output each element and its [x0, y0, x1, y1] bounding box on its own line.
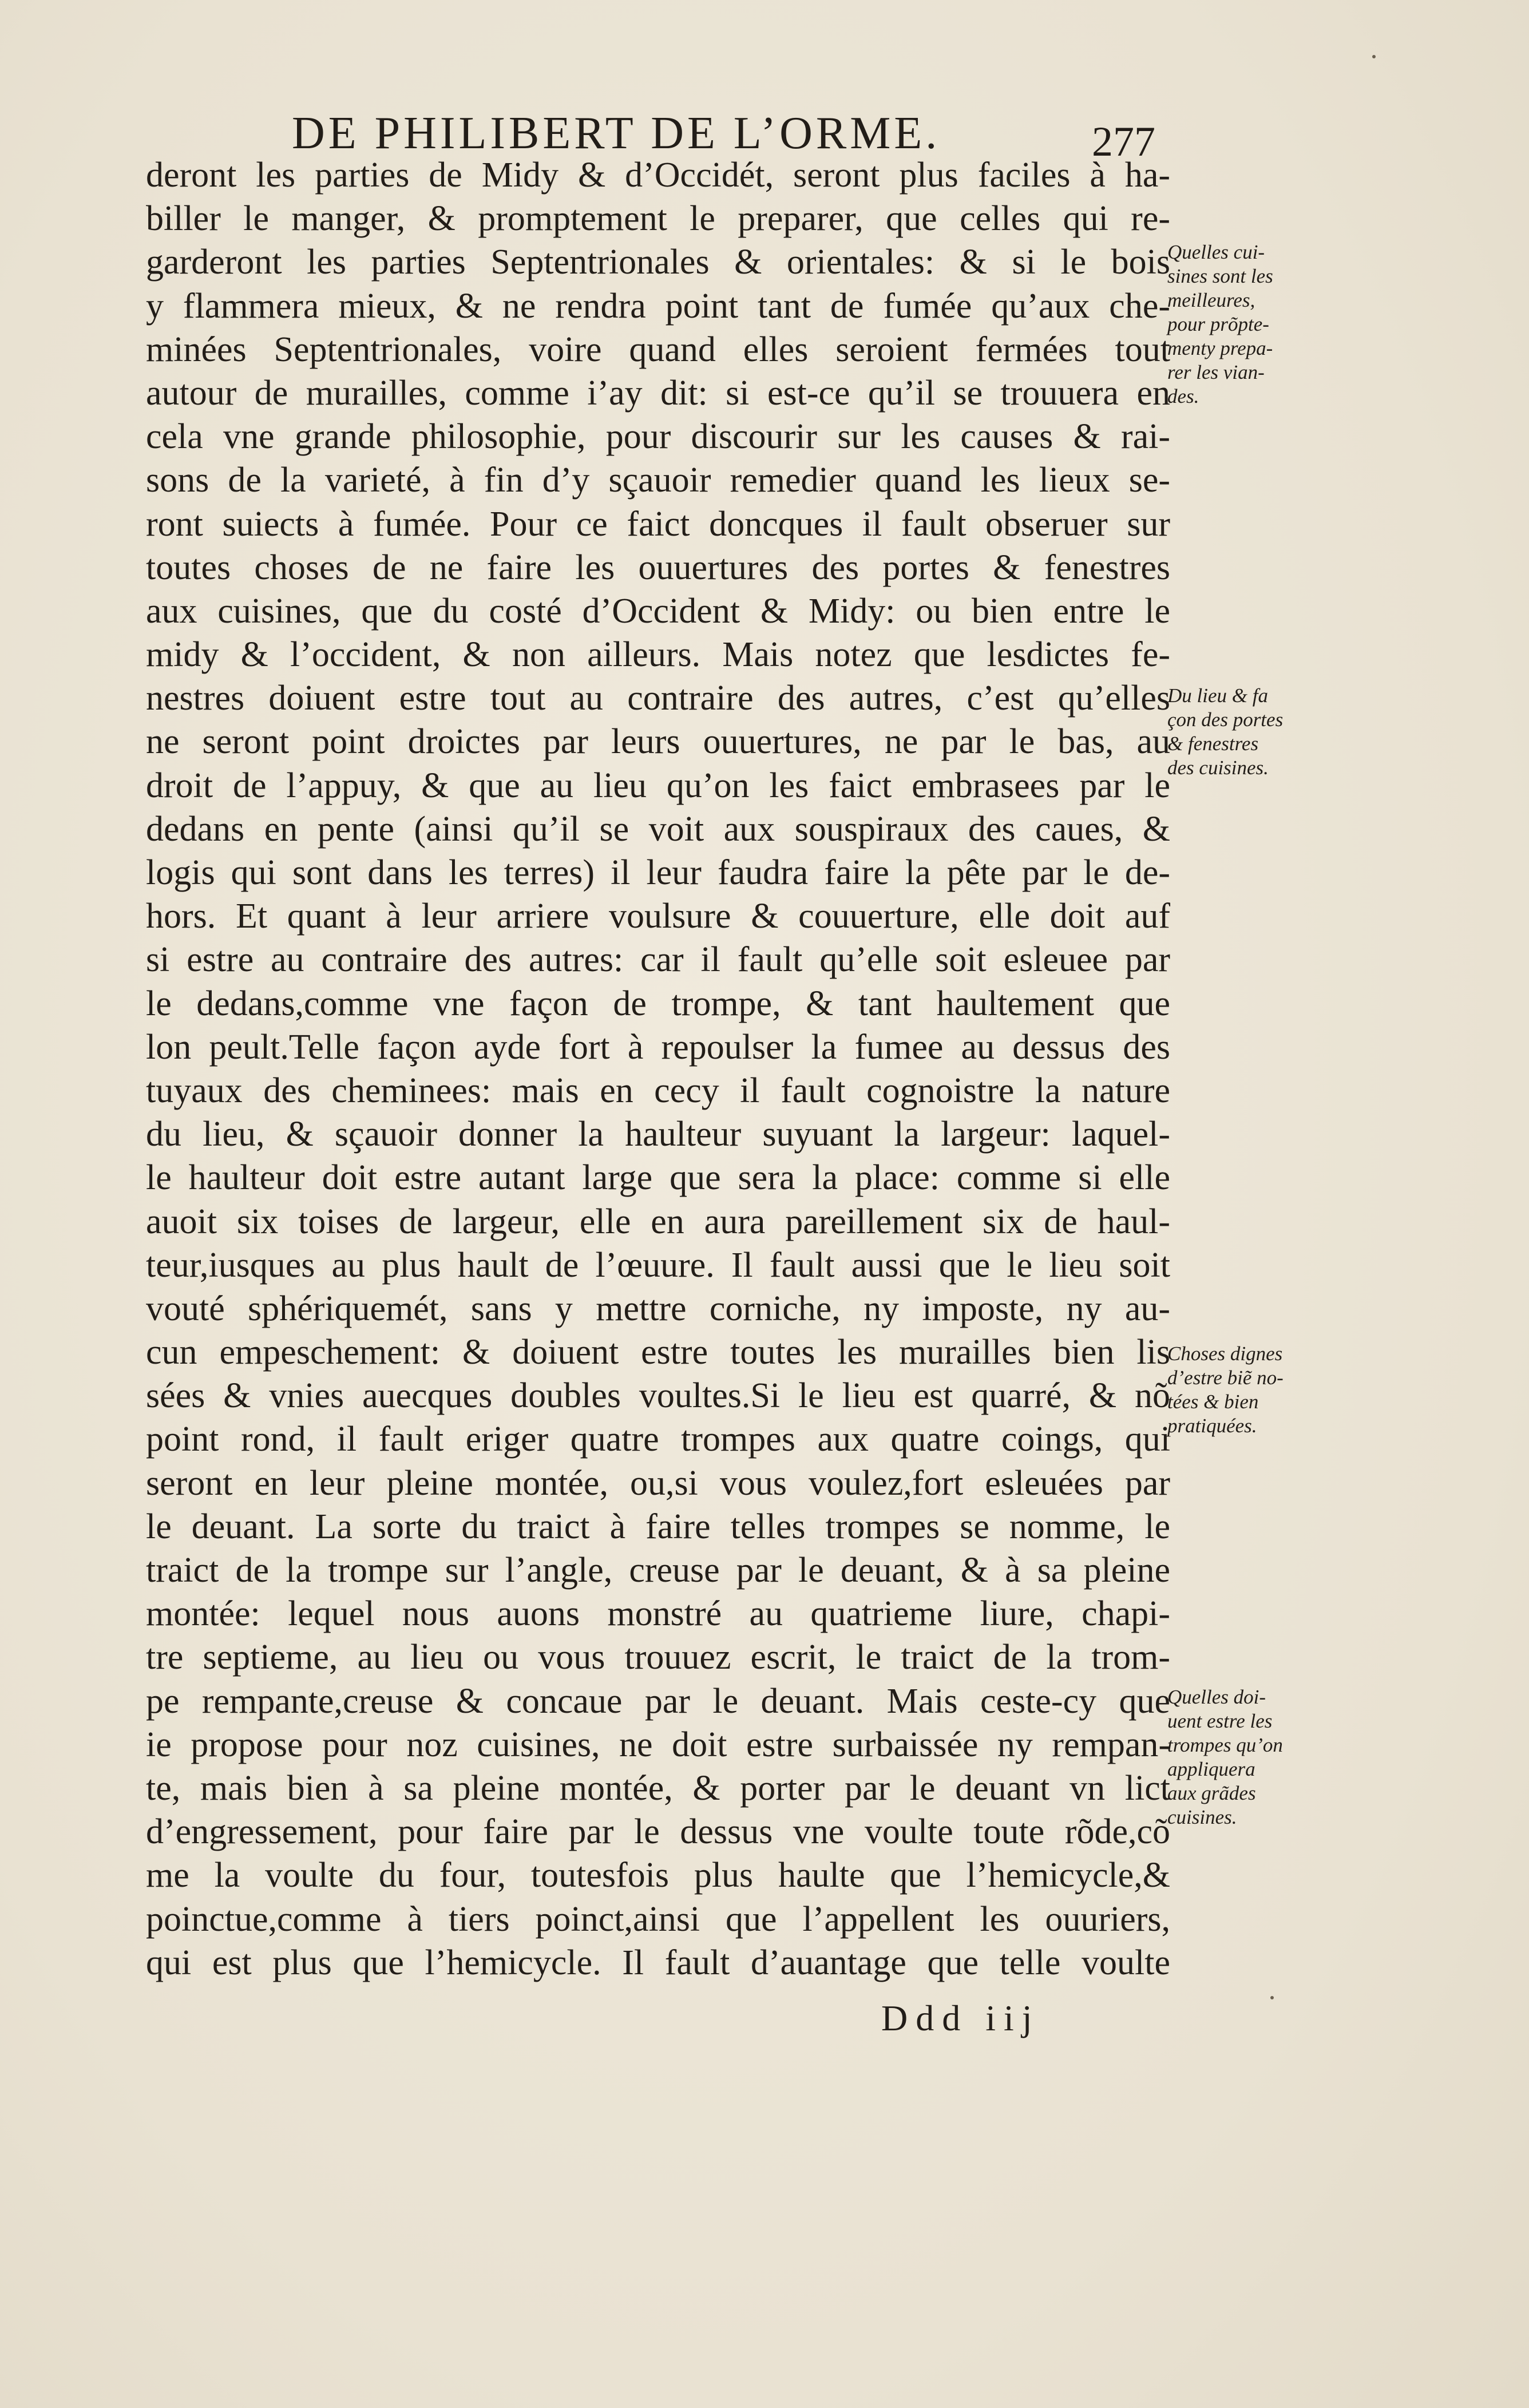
marginal-note-line: Choses dignes: [1167, 1342, 1283, 1365]
text-line: midy & l’occident, & non ailleurs. Mais notez que lesdictes fe-: [146, 635, 1170, 675]
text-line: hors. Et quant à leur arriere voulsure & couuerture, elle doit auf: [146, 897, 1170, 936]
text-line: dedans en pente (ainsi qu’il se voit aux souspiraux des caues, &: [146, 809, 1170, 849]
text-line: ie propose pour noz cuisines, ne doit estre surbaissée ny rempan-: [146, 1725, 1170, 1764]
body-text-block: [146, 153, 1170, 1985]
text-line: si estre au contraire des autres: car il fault qu’elle soit esleuee par: [146, 940, 1170, 980]
text-line: sons de la varieté, à fin d’y sçauoir remedier quand les lieux se-: [146, 461, 1170, 500]
marginal-note-line: d’estre biẽ no-: [1167, 1367, 1284, 1389]
text-line: seront en leur pleine montée, ou,si vous voulez,fort esleuées par: [146, 1463, 1170, 1503]
signature-mark: Ddd iij: [881, 1998, 1040, 2038]
text-line: traict de la trompe sur l’angle, creuse par le deuant, & à sa pleine: [146, 1551, 1170, 1590]
marginal-note-worthy-things: [1167, 1342, 1322, 1438]
marginal-note-line: des.: [1167, 385, 1199, 407]
text-line: montée: lequel nous auons monstré au quatrieme liure, chapi-: [146, 1594, 1170, 1634]
text-line: le deuant. La sorte du traict à faire telles trompes se nomme, le: [146, 1507, 1170, 1546]
text-line: tre septieme, au lieu ou vous trouuez escrit, le traict de la trom-: [146, 1638, 1170, 1677]
text-line: lon peult.Telle façon ayde fort à repoulser la fumee au dessus des: [146, 1027, 1170, 1067]
text-line: logis qui sont dans les terres) il leur faudra faire la pête par le de-: [146, 853, 1170, 892]
text-line: droit de l’appuy, & que au lieu qu’on les faict embrasees par le: [146, 766, 1170, 805]
marginal-note-line: menty prepa-: [1167, 337, 1273, 359]
text-line: teur,iusques au plus hault de l’œuure. Il fault aussi que le lieu soit: [146, 1245, 1170, 1285]
marginal-note-line: meilleures,: [1167, 289, 1255, 311]
marginal-note-line: tées & bien: [1167, 1391, 1259, 1413]
text-line: toutes choses de ne faire les ouuertures des portes & fenestres: [146, 548, 1170, 587]
text-line: autour de murailles, comme i’ay dit: si est-ce qu’il se trouuera en: [146, 373, 1170, 413]
marginal-note-kitchens: [1167, 240, 1322, 409]
marginal-note-line: & fenestres: [1167, 732, 1259, 755]
text-line: deront les parties de Midy & d’Occidét, seront plus faciles à ha-: [146, 156, 1170, 195]
text-line: sées & vnies auecques doubles voultes.Si le lieu est quarré, & nõ: [146, 1376, 1170, 1416]
text-line: vouté sphériquemét, sans y mettre corniche, ny imposte, ny au-: [146, 1289, 1170, 1328]
marginal-note-line: des cuisines.: [1167, 757, 1269, 779]
text-line: biller le manger, & promptement le preparer, que celles qui re-: [146, 199, 1170, 239]
paper-speck: [1372, 55, 1376, 58]
text-line: d’engressement, pour faire par le dessus vne voulte toute rõde,cõ: [146, 1812, 1170, 1852]
text-line: pe rempante,creuse & concaue par le deuant. Mais ceste-cy que: [146, 1681, 1170, 1721]
text-line: le haulteur doit estre autant large que sera la place: comme si elle: [146, 1158, 1170, 1198]
text-line: ront suiects à fumée. Pour ce faict doncques il fault obseruer sur: [146, 504, 1170, 544]
text-line: aux cuisines, que du costé d’Occident & Midy: ou bien entre le: [146, 591, 1170, 631]
marginal-note-line: Du lieu & fa: [1167, 684, 1268, 707]
marginal-note-line: çon des portes: [1167, 708, 1284, 731]
text-line: ne seront point droictes par leurs ouuertures, ne par le bas, au: [146, 722, 1170, 762]
text-line: cun empeschement: & doiuent estre toutes les murailles bien lis: [146, 1333, 1170, 1372]
marginal-note-doors-windows: [1167, 684, 1322, 780]
marginal-note-line: rer les vian-: [1167, 361, 1265, 383]
marginal-note-line: aux grãdes: [1167, 1782, 1256, 1804]
text-line: me la voulte du four, toutesfois plus haulte que l’hemicycle,&: [146, 1856, 1170, 1895]
text-line: cela vne grande philosophie, pour discourir sur les causes & rai-: [146, 417, 1170, 457]
paper-speck: [1270, 1996, 1274, 1999]
text-line: minées Septentrionales, voire quand elles seroient fermées tout: [146, 330, 1170, 369]
running-head: DE PHILIBERT DE L’ORME.: [292, 108, 941, 159]
marginal-note-line: uent estre les: [1167, 1710, 1273, 1732]
marginal-note-trompes: [1167, 1685, 1322, 1829]
text-line: nestres doiuent estre tout au contraire des autres, c’est qu’elles: [146, 679, 1170, 718]
marginal-note-line: cuisines.: [1167, 1806, 1237, 1828]
marginal-note-line: pratiquées.: [1167, 1415, 1257, 1437]
marginal-note-line: trompes qu’on: [1167, 1734, 1283, 1756]
text-line: poinctue,comme à tiers poinct,ainsi que l’appellent les ouuriers,: [146, 1899, 1170, 1939]
text-line: le dedans,comme vne façon de trompe, & tant haultement que: [146, 984, 1170, 1023]
text-line: point rond, il fault eriger quatre trompes aux quatre coings, qui: [146, 1420, 1170, 1459]
marginal-note-line: sines sont les: [1167, 265, 1273, 287]
text-line: garderont les parties Septentrionales & orientales: & si le bois: [146, 243, 1170, 282]
text-line: y flammera mieux, & ne rendra point tant de fumée qu’aux che-: [146, 286, 1170, 326]
text-line: qui est plus que l’hemicycle. Il fault d’auantage que telle voulte: [146, 1943, 1170, 1982]
page-number: 277: [1092, 118, 1155, 165]
marginal-note-line: Quelles doi-: [1167, 1686, 1266, 1708]
text-line: tuyaux des cheminees: mais en cecy il fault cognoistre la nature: [146, 1071, 1170, 1110]
text-line: du lieu, & sçauoir donner la haulteur suyuant la largeur: laquel-: [146, 1115, 1170, 1154]
marginal-note-line: Quelles cui-: [1167, 241, 1265, 263]
marginal-note-line: appliquera: [1167, 1758, 1255, 1780]
marginal-note-line: pour prõpte-: [1167, 313, 1269, 335]
text-line: auoit six toises de largeur, elle en aura pareillement six de haul-: [146, 1202, 1170, 1241]
text-line: te, mais bien à sa pleine montée, & porter par le deuant vn lict: [146, 1768, 1170, 1808]
